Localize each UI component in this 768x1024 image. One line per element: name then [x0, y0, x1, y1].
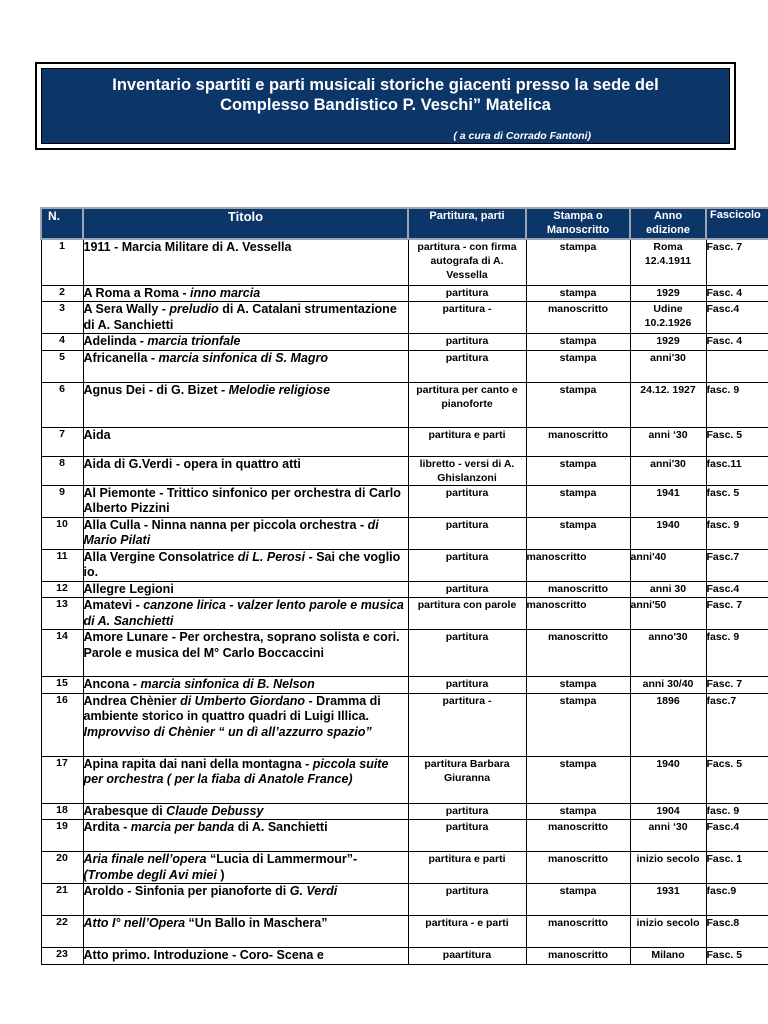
col-header-stampa-line2: Manoscritto [546, 224, 610, 236]
title-segment: di Mario Pilati [83, 517, 379, 547]
cell-title [83, 948, 408, 965]
title-segment: Andrea Chènier [83, 693, 181, 708]
title-segment: “Lucia di Lammermour”- [209, 852, 358, 866]
cell-number: 9 [41, 485, 83, 517]
cell-partitura: partitura [408, 549, 526, 581]
header-banner [35, 62, 736, 150]
cell-stampa: manoscritto [526, 581, 630, 598]
title-segment: piccola suite per orchestra ( per la fiaba di Anatole France) [83, 756, 389, 786]
title-segment: Agnus Dei - di G. Bizet - [83, 382, 229, 397]
title-segment: (Trombe degli Avi miei [83, 867, 221, 882]
title-segment: G. Verdi [289, 884, 338, 898]
cell-fascicolo: Fasc. 4 [706, 285, 768, 302]
cell-fascicolo: Fasc.4 [706, 302, 768, 334]
col-header-stampa [526, 208, 630, 239]
cell-title [83, 517, 408, 549]
cell-number: 19 [41, 820, 83, 852]
title-segment: Atto primo. Introduzione - Coro- Scena e [83, 948, 324, 962]
cell-title [83, 916, 408, 948]
cell-fascicolo: Fasc. 4 [706, 334, 768, 351]
title-segment: Ardita - [83, 820, 131, 834]
cell-stampa: stampa [526, 334, 630, 351]
cell-number: 14 [41, 630, 83, 677]
table-row [41, 948, 768, 965]
title-segment: di A. Catalani strumentazione di A. Sanchietti [83, 302, 397, 332]
cell-stampa: manoscritto [526, 820, 630, 852]
cell-fascicolo [706, 350, 768, 382]
cell-title [83, 677, 408, 694]
cell-number: 2 [41, 285, 83, 302]
cell-anno: anni ‘30 [630, 820, 706, 852]
title-segment: - Dramma di ambiente storico in quattro quadri di Luigi Illica. [83, 693, 381, 723]
table-row [41, 485, 768, 517]
cell-title [83, 239, 408, 285]
cell-fascicolo: fasc. 9 [706, 803, 768, 820]
title-segment: Improvviso di Chènier “ un dì all’azzurro spazio” [83, 724, 372, 739]
title-segment: A Roma a Roma - [83, 285, 191, 300]
cell-anno: Milano [630, 948, 706, 965]
col-header-partitura: Partitura, parti [408, 208, 526, 239]
cell-fascicolo: fasc. 9 [706, 630, 768, 677]
cell-fascicolo: fasc.9 [706, 884, 768, 916]
cell-title [83, 350, 408, 382]
col-header-titolo: Titolo [83, 208, 408, 239]
cell-stampa: stampa [526, 677, 630, 694]
cell-partitura: paartitura [408, 948, 526, 965]
cell-fascicolo: fasc. 9 [706, 517, 768, 549]
cell-number: 3 [41, 302, 83, 334]
cell-title [83, 549, 408, 581]
cell-anno: 1904 [630, 803, 706, 820]
cell-title [83, 427, 408, 456]
cell-fascicolo: Fasc. 5 [706, 427, 768, 456]
cell-title [83, 820, 408, 852]
cell-fascicolo: Facs. 5 [706, 756, 768, 803]
cell-fascicolo: Fasc. 1 [706, 852, 768, 884]
cell-number: 11 [41, 549, 83, 581]
title-segment: inno marcia [190, 285, 261, 300]
cell-title [83, 852, 408, 884]
title-segment: 1911 - Marcia Militare di A. Vessella [83, 240, 292, 254]
cell-anno: 1929 [630, 334, 706, 351]
cell-title [83, 693, 408, 756]
cell-partitura: partitura [408, 630, 526, 677]
cell-anno: Roma 12.4.1911 [630, 239, 706, 285]
title-segment: Adelinda - [83, 334, 148, 348]
table-row [41, 302, 768, 334]
cell-anno: anni 30 [630, 581, 706, 598]
cell-anno: anno'30 [630, 630, 706, 677]
cell-fascicolo: Fasc.8 [706, 916, 768, 948]
cell-partitura: partitura [408, 334, 526, 351]
table-row [41, 598, 768, 630]
cell-number: 23 [41, 948, 83, 965]
cell-partitura: partitura - [408, 302, 526, 334]
cell-number: 1 [41, 239, 83, 285]
cell-anno: 24.12. 1927 [630, 382, 706, 427]
title-segment: ) [220, 867, 225, 882]
cell-title [83, 485, 408, 517]
title-segment: di Umberto Giordano [180, 693, 306, 708]
cell-number: 13 [41, 598, 83, 630]
cell-partitura: libretto - versi di A. Ghislanzoni [408, 456, 526, 485]
cell-anno: anni'30 [630, 456, 706, 485]
cell-stampa: manoscritto [526, 916, 630, 948]
title-segment: Aida [83, 427, 111, 442]
table-row [41, 517, 768, 549]
table-row [41, 456, 768, 485]
cell-anno: anni ‘30 [630, 427, 706, 456]
cell-partitura: partitura [408, 350, 526, 382]
title-segment: Alla Vergine Consolatrice [83, 549, 238, 564]
cell-anno: anni'50 [630, 598, 706, 630]
cell-anno: 1931 [630, 884, 706, 916]
cell-number: 20 [41, 852, 83, 884]
title-segment: Alla Culla - Ninna nanna per piccola orchestra - [83, 517, 368, 532]
cell-stampa: stampa [526, 350, 630, 382]
table-row [41, 334, 768, 351]
title-segment: canzone lirica - valzer lento parole e musica di A. Sanchietti [83, 598, 404, 628]
table-row [41, 852, 768, 884]
cell-stampa: stampa [526, 456, 630, 485]
title-segment: di L. Perosi [237, 549, 306, 564]
table-row [41, 350, 768, 382]
cell-title [83, 382, 408, 427]
title-segment: Africanella - [83, 350, 159, 365]
cell-partitura: partitura - con firma autografa di A. Vessella [408, 239, 526, 285]
col-header-n: N. [41, 208, 83, 239]
cell-partitura: partitura [408, 581, 526, 598]
cell-number: 16 [41, 693, 83, 756]
table-row [41, 884, 768, 916]
col-header-stampa-line1: Stampa o [553, 210, 603, 222]
cell-stampa: manoscritto [526, 948, 630, 965]
cell-fascicolo: fasc.7 [706, 693, 768, 756]
cell-stampa: stampa [526, 239, 630, 285]
cell-fascicolo: Fasc.4 [706, 581, 768, 598]
title-segment: Arabesque di [83, 803, 167, 818]
table-row [41, 285, 768, 302]
cell-title [83, 285, 408, 302]
cell-stampa: stampa [526, 382, 630, 427]
cell-stampa: stampa [526, 756, 630, 803]
title-segment: A Sera Wally - [83, 302, 170, 316]
cell-stampa: manoscritto [526, 549, 630, 581]
cell-title [83, 630, 408, 677]
col-header-fascicolo: Fascicolo [706, 208, 768, 239]
cell-partitura: partitura [408, 803, 526, 820]
title-line-2: Complesso Bandistico P. Veschi” Matelica [220, 96, 551, 114]
cell-partitura: partitura [408, 884, 526, 916]
cell-stampa: stampa [526, 884, 630, 916]
table-row [41, 756, 768, 803]
cell-number: 10 [41, 517, 83, 549]
cell-anno: 1940 [630, 517, 706, 549]
cell-anno: inizio secolo [630, 916, 706, 948]
cell-anno: 1940 [630, 756, 706, 803]
col-header-anno [630, 208, 706, 239]
table-row [41, 581, 768, 598]
cell-number: 21 [41, 884, 83, 916]
cell-fascicolo: fasc. 9 [706, 382, 768, 427]
title-segment: marcia sinfonica di S. Magro [158, 350, 329, 365]
cell-fascicolo: Fasc. 7 [706, 239, 768, 285]
cell-anno: inizio secolo [630, 852, 706, 884]
title-segment: preludio [169, 302, 219, 316]
table-row [41, 382, 768, 427]
title-segment: marcia sinfonica di B. Nelson [140, 677, 315, 691]
cell-anno: Udine 10.2.1926 [630, 302, 706, 334]
cell-fascicolo: Fasc.4 [706, 820, 768, 852]
cell-number: 4 [41, 334, 83, 351]
cell-partitura: partitura con parole [408, 598, 526, 630]
cell-title [83, 803, 408, 820]
cell-stampa: manoscritto [526, 630, 630, 677]
cell-title [83, 334, 408, 351]
table-row [41, 803, 768, 820]
title-segment: Aria finale nell’opera [83, 852, 210, 866]
title-segment: marcia per banda [130, 820, 235, 834]
cell-number: 17 [41, 756, 83, 803]
header-banner-inner [41, 68, 730, 144]
cell-anno: 1941 [630, 485, 706, 517]
cell-title [83, 598, 408, 630]
cell-partitura: partitura Barbara Giuranna [408, 756, 526, 803]
cell-title [83, 581, 408, 598]
title-segment: - Sai che voglio io. [83, 549, 401, 579]
cell-stampa: manoscritto [526, 427, 630, 456]
cell-partitura: partitura [408, 485, 526, 517]
cell-stampa: manoscritto [526, 852, 630, 884]
title-segment: Amatevi - [83, 598, 144, 612]
table-row [41, 427, 768, 456]
cell-partitura: partitura [408, 517, 526, 549]
title-segment: Amore Lunare - Per orchestra, soprano solista e cori. Parole e musica del M° Carlo Boccaccini [83, 630, 400, 660]
cell-title [83, 302, 408, 334]
cell-number: 6 [41, 382, 83, 427]
cell-anno: 1896 [630, 693, 706, 756]
cell-anno: anni'30 [630, 350, 706, 382]
cell-anno: 1929 [630, 285, 706, 302]
title-segment: di A. Sanchietti [234, 820, 328, 834]
title-line-1: Inventario spartiti e parti musicali storiche giacenti presso la sede del [112, 76, 659, 94]
table-row [41, 820, 768, 852]
page-title [42, 75, 729, 115]
col-header-anno-line1: Anno [653, 210, 683, 222]
cell-number: 5 [41, 350, 83, 382]
title-segment: Al Piemonte - Trittico sinfonico per orchestra di Carlo Alberto Pizzini [83, 485, 401, 515]
cell-stampa: manoscritto [526, 598, 630, 630]
table-row [41, 693, 768, 756]
title-segment: Claude Debussy [166, 803, 264, 818]
cell-anno: anni 30/40 [630, 677, 706, 694]
title-segment: Aroldo - Sinfonia per pianoforte di [83, 884, 290, 898]
cell-partitura: partitura e parti [408, 427, 526, 456]
title-segment: “Un Ballo in Maschera” [188, 916, 328, 930]
cell-fascicolo: Fasc.7 [706, 549, 768, 581]
title-segment: Apina rapita dai nani della montagna - [83, 756, 313, 771]
table-header-row [41, 208, 768, 239]
title-segment: Melodie religiose [228, 382, 331, 397]
table-row [41, 630, 768, 677]
cell-partitura: partitura - [408, 693, 526, 756]
cell-partitura: partitura e parti [408, 852, 526, 884]
cell-number: 15 [41, 677, 83, 694]
table-row [41, 239, 768, 285]
cell-anno: anni'40 [630, 549, 706, 581]
cell-fascicolo: Fasc. 5 [706, 948, 768, 965]
title-segment: Ancona - [83, 677, 141, 691]
table-row [41, 549, 768, 581]
inventory-table [40, 207, 768, 965]
cell-number: 7 [41, 427, 83, 456]
cell-number: 12 [41, 581, 83, 598]
cell-stampa: stampa [526, 693, 630, 756]
cell-stampa: manoscritto [526, 302, 630, 334]
table-body [41, 239, 768, 964]
col-header-anno-line2: edizione [645, 224, 690, 236]
title-segment: Allegre Legioni [83, 581, 174, 596]
table-row [41, 677, 768, 694]
cell-stampa: stampa [526, 517, 630, 549]
cell-number: 22 [41, 916, 83, 948]
cell-partitura: partitura per canto e pianoforte [408, 382, 526, 427]
cell-fascicolo: Fasc. 7 [706, 677, 768, 694]
curator-credit: ( a cura di Corrado Fantoni) [453, 130, 591, 142]
cell-partitura: partitura - e parti [408, 916, 526, 948]
title-segment: Atto I° nell’Opera [83, 916, 189, 930]
cell-title [83, 756, 408, 803]
cell-fascicolo: Fasc. 7 [706, 598, 768, 630]
cell-partitura: partitura [408, 820, 526, 852]
cell-fascicolo: fasc. 5 [706, 485, 768, 517]
cell-number: 18 [41, 803, 83, 820]
cell-stampa: stampa [526, 803, 630, 820]
cell-stampa: stampa [526, 485, 630, 517]
cell-partitura: partitura [408, 285, 526, 302]
cell-partitura: partitura [408, 677, 526, 694]
cell-fascicolo: fasc.11 [706, 456, 768, 485]
cell-stampa: stampa [526, 285, 630, 302]
table-row [41, 916, 768, 948]
title-segment: marcia trionfale [147, 334, 241, 348]
cell-title [83, 456, 408, 485]
cell-number: 8 [41, 456, 83, 485]
cell-title [83, 884, 408, 916]
title-segment: Aida di G.Verdi - opera in quattro atti [83, 456, 301, 471]
